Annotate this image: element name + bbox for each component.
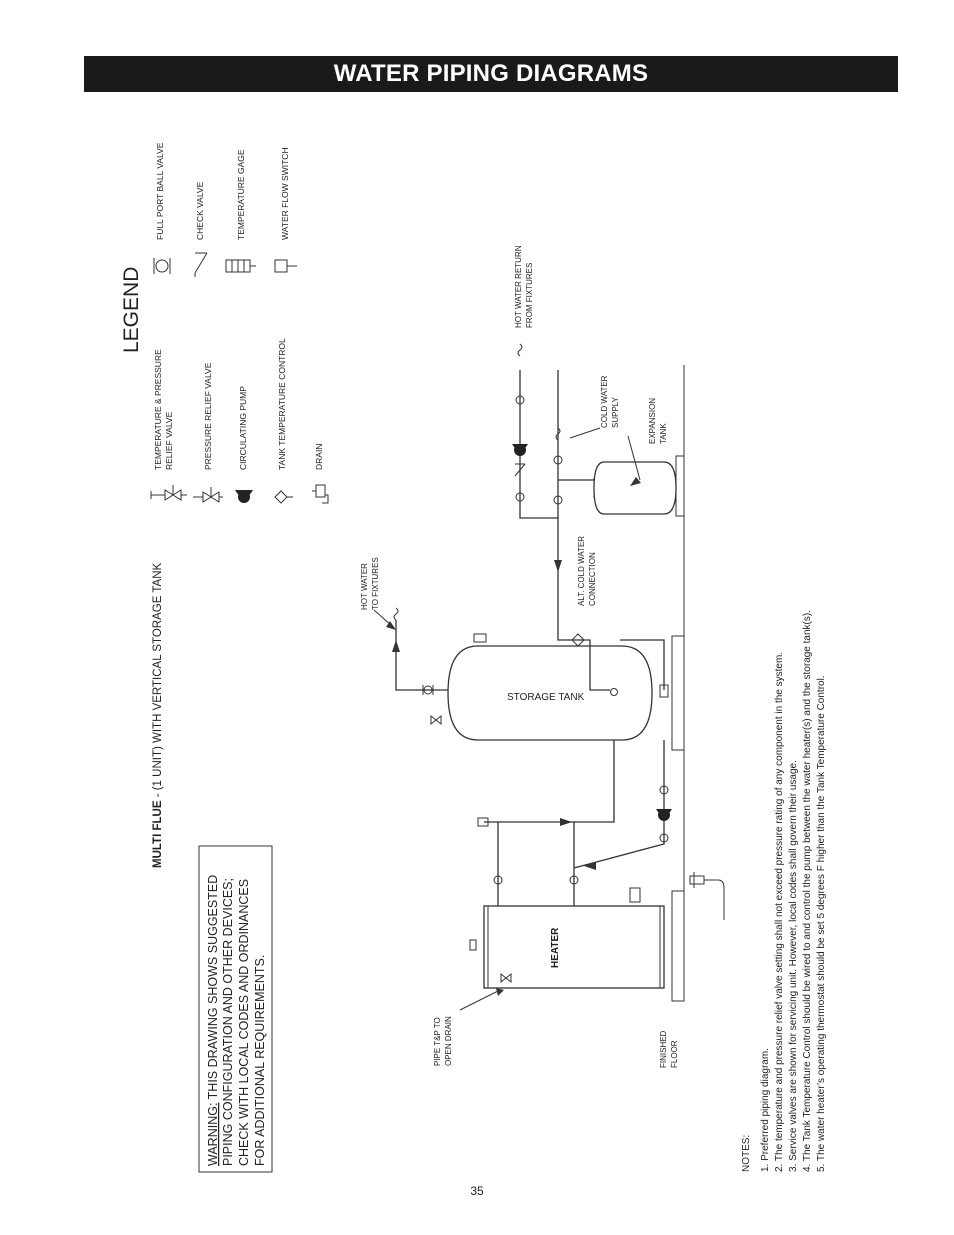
leader-line bbox=[570, 428, 600, 438]
page-title: WATER PIPING DIAGRAMS bbox=[84, 56, 898, 92]
expansion-tank bbox=[594, 462, 676, 514]
legend-label-ball-valve: FULL PORT BALL VALVE bbox=[155, 142, 165, 240]
recirculation-pipe bbox=[520, 370, 610, 690]
water-flow-switch-icon bbox=[275, 260, 297, 272]
label-alt-cold-water-1: ALT. COLD WATER bbox=[577, 535, 586, 606]
tp-relief-valve-icon bbox=[151, 485, 187, 500]
legend-label-pressure-relief: PRESSURE RELIEF VALVE bbox=[203, 362, 213, 470]
note-5: 5. The water heater’s operating thermostat should be set 5 degrees F higher than the Tank Temperature Control. bbox=[816, 675, 827, 1172]
diagram-subtitle: MULTI FLUE - (1 UNIT) WITH VERTICAL STORAGE TANK bbox=[152, 562, 164, 868]
temperature-gage-icon bbox=[226, 260, 256, 272]
label-cold-water-supply-1: COLD WATER bbox=[600, 375, 609, 428]
note-4: 4. The Tank Temperature Control should be wired to and control the pump between the water heater(s) and the storage tank(s). bbox=[802, 610, 813, 1172]
legend-label-flow-switch: WATER FLOW SWITCH bbox=[280, 147, 290, 240]
tp-relief-valve-icon bbox=[431, 716, 441, 724]
legend-label-tp-1: TEMPERATURE & PRESSURE bbox=[153, 349, 163, 470]
legend-label-check-valve: CHECK VALVE bbox=[195, 181, 205, 240]
storage-return-pipe bbox=[484, 740, 614, 822]
check-valve-icon bbox=[195, 253, 207, 277]
flow-arrow bbox=[392, 640, 400, 652]
legend-label-tank-control: TANK TEMPERATURE CONTROL bbox=[277, 338, 287, 470]
hot-water-supply-pipe bbox=[396, 620, 448, 690]
drain-icon bbox=[312, 485, 328, 503]
label-pipe-tp-2: OPEN DRAIN bbox=[444, 1016, 453, 1066]
break-symbol bbox=[518, 344, 522, 356]
legend-label-drain: DRAIN bbox=[314, 443, 324, 470]
break-symbol bbox=[394, 608, 398, 620]
label-alt-cold-water-2: CONNECTION bbox=[588, 552, 597, 606]
leader-line bbox=[460, 990, 500, 1010]
flow-arrow bbox=[560, 818, 572, 826]
ball-valve-icon bbox=[154, 258, 170, 274]
legend-label-tp-2: RELIEF VALVE bbox=[164, 411, 174, 470]
storage-tank-label: STORAGE TANK bbox=[507, 692, 585, 703]
label-finished-floor-2: FLOOR bbox=[670, 1040, 679, 1068]
tank-temperature-control-icon bbox=[275, 491, 293, 503]
page-number: 35 bbox=[470, 1184, 484, 1198]
expansion-tank-pad bbox=[676, 456, 684, 516]
label-finished-floor-1: FINISHED bbox=[659, 1030, 668, 1068]
drain-icon bbox=[690, 872, 724, 920]
label-hot-water-to-fixtures-1: HOT WATER bbox=[360, 563, 369, 610]
warning-line-3: CHECK WITH LOCAL CODES AND ORDINANCES bbox=[237, 878, 251, 1166]
label-hot-water-return-2: FROM FIXTURES bbox=[525, 262, 534, 328]
pump-loop-pipe bbox=[574, 740, 664, 868]
legend-label-pump: CIRCULATING PUMP bbox=[238, 386, 248, 470]
label-cold-water-supply-2: SUPPLY bbox=[611, 397, 620, 428]
pressure-relief-valve-icon bbox=[193, 487, 223, 502]
heater-label: HEATER bbox=[550, 927, 561, 968]
circulating-pump-icon bbox=[512, 444, 528, 456]
circulating-pump-icon bbox=[656, 809, 672, 821]
warning-line-4: FOR ADDITIONAL REQUIREMENTS. bbox=[253, 954, 267, 1166]
label-hot-water-return-1: HOT WATER RETURN bbox=[514, 245, 523, 328]
label-expansion-tank-2: TANK bbox=[659, 423, 668, 444]
storage-tank bbox=[448, 634, 668, 740]
heater-pad bbox=[672, 891, 684, 1001]
legend-label-temp-gage: TEMPERATURE GAGE bbox=[236, 149, 246, 240]
heater bbox=[470, 906, 664, 988]
note-2: 2. The temperature and pressure relief valve setting shall not exceed pressure rating of any component in the system. bbox=[774, 651, 785, 1172]
label-pipe-tp-1: PIPE T&P TO bbox=[433, 1017, 442, 1066]
warning-line-1: WARNING: THIS DRAWING SHOWS SUGGESTED bbox=[206, 874, 220, 1166]
drain-icon bbox=[630, 888, 640, 902]
warning-line-2: PIPING CONFIGURATION AND OTHER DEVICES; bbox=[221, 878, 235, 1166]
circulating-pump-icon bbox=[235, 490, 253, 503]
note-1: 1. Preferred piping diagram. bbox=[760, 1048, 771, 1172]
flow-arrow bbox=[554, 560, 562, 572]
label-hot-water-to-fixtures-2: TO FIXTURES bbox=[371, 557, 380, 610]
label-expansion-tank-1: EXPANSION bbox=[648, 397, 657, 444]
legend-heading: LEGEND bbox=[120, 266, 143, 353]
storage-tank-pad bbox=[672, 636, 684, 750]
notes-heading: NOTES: bbox=[741, 1134, 752, 1172]
note-3: 3. Service valves are shown for servicing unit. However, local codes shall govern their usage. bbox=[788, 760, 799, 1172]
